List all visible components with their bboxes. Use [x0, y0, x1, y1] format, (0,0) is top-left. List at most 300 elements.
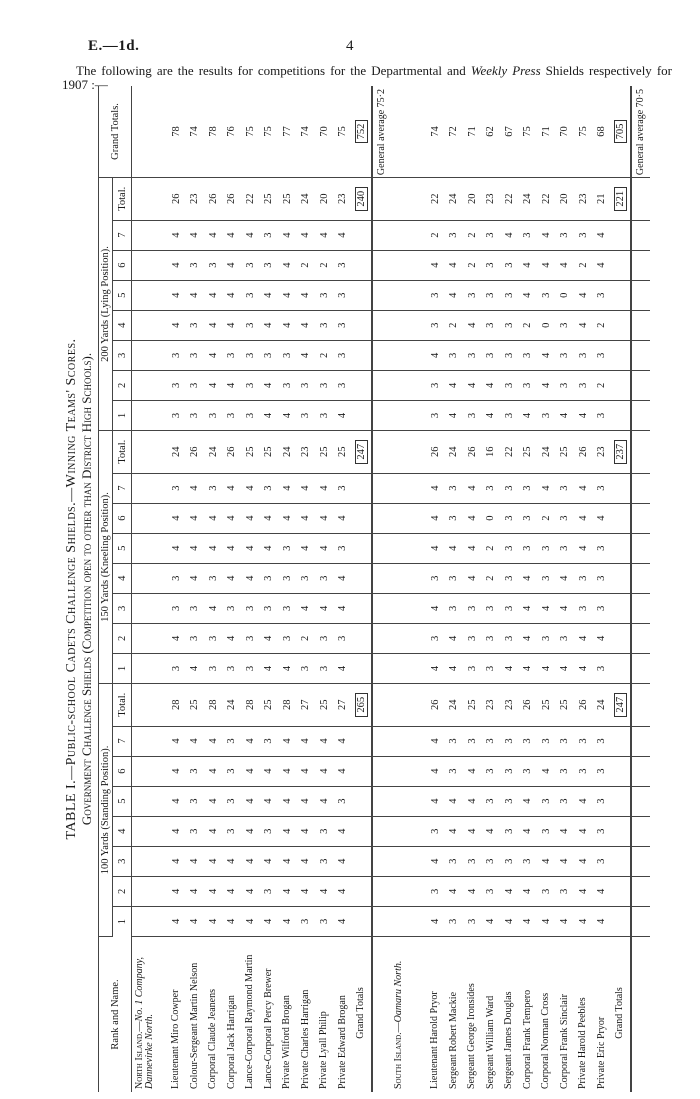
shot-score: 4: [204, 846, 223, 876]
blank-cell: [132, 503, 168, 533]
range-total: 24: [445, 177, 464, 220]
shot-score: 3: [278, 533, 297, 563]
blank-cell: [391, 906, 426, 936]
shot-score: 4: [223, 250, 242, 280]
shot-score: 4: [204, 503, 223, 533]
shot-score: 3: [445, 473, 464, 503]
shot-score: 4: [519, 280, 538, 310]
shot-score: 2: [297, 250, 316, 280]
shot-score: 4: [278, 220, 297, 250]
shot-score: 3: [482, 623, 501, 653]
intro-text: The following are the results for competitions for the Departmental and: [76, 63, 471, 78]
shot-score: 4: [334, 653, 353, 683]
shot-score: 4: [260, 533, 279, 563]
shot-score: 4: [241, 876, 260, 906]
blank-cell: [132, 370, 168, 400]
shot-score: 3: [574, 756, 593, 786]
shot-score: 3: [186, 400, 205, 430]
range-total: 23: [297, 430, 316, 473]
shot-score: 4: [574, 846, 593, 876]
shot-score: 3: [519, 340, 538, 370]
shot-score: 4: [167, 816, 186, 846]
shot-score: 3: [463, 340, 482, 370]
shot-score: 4: [167, 280, 186, 310]
shot-score: 4: [223, 846, 242, 876]
shot-score: 4: [278, 503, 297, 533]
blank-cell: [391, 400, 426, 430]
shot-score: 3: [241, 400, 260, 430]
shot-score: 3: [334, 250, 353, 280]
shot-score: 4: [260, 280, 279, 310]
shot-score: 4: [297, 310, 316, 340]
blank-cell: [372, 563, 392, 593]
blank-cell: [611, 310, 631, 340]
shot-score: 4: [537, 250, 556, 280]
range-total: 23: [334, 177, 353, 220]
shot-score: 3: [556, 370, 575, 400]
blank-cell: [352, 310, 372, 340]
shot-score: 3: [297, 906, 316, 936]
shot-score: 3: [445, 846, 464, 876]
blank-cell: [391, 653, 426, 683]
range-total: 25: [241, 430, 260, 473]
range-total: 28: [278, 683, 297, 726]
blank-cell: [372, 177, 392, 220]
blank-cell: [611, 653, 631, 683]
cadet-name: Corporal Norman Cross: [540, 992, 552, 1089]
shot-score: 4: [223, 473, 242, 503]
shot-score: 4: [445, 816, 464, 846]
blank-cell: [132, 593, 168, 623]
shot-score: 4: [297, 280, 316, 310]
shot-score: 4: [556, 653, 575, 683]
shot-score: 3: [204, 653, 223, 683]
blank-cell: [631, 653, 651, 683]
shot-score: 3: [519, 473, 538, 503]
shot-score: 3: [186, 250, 205, 280]
shot-score: 4: [167, 786, 186, 816]
col-shot-200-5: 5: [113, 280, 132, 310]
cadet-name: Lance-Corporal Percy Brewer: [262, 968, 274, 1089]
range-total: 26: [519, 683, 538, 726]
range-total: 25: [315, 683, 334, 726]
blank-cell: [391, 563, 426, 593]
blank-cell: [132, 683, 168, 726]
blank-cell: [132, 726, 168, 756]
shot-score: 3: [167, 400, 186, 430]
range-total: 25: [315, 430, 334, 473]
blank-cell: [352, 726, 372, 756]
shot-score: 3: [315, 653, 334, 683]
shot-score: 4: [574, 653, 593, 683]
blank-cell: [132, 86, 168, 177]
shot-score: 4: [278, 756, 297, 786]
range-grand-total: [611, 430, 631, 473]
grand-total: 78: [167, 86, 186, 177]
shot-score: 4: [445, 876, 464, 906]
shot-score: 4: [167, 503, 186, 533]
blank-cell: [352, 280, 372, 310]
shot-score: 3: [167, 593, 186, 623]
blank-cell: [132, 786, 168, 816]
shot-score: 3: [241, 370, 260, 400]
shot-score: 4: [260, 623, 279, 653]
shot-score: 3: [204, 250, 223, 280]
shot-score: 3: [537, 726, 556, 756]
blank-cell: [631, 533, 651, 563]
blank-cell: [391, 756, 426, 786]
shot-score: 3: [241, 623, 260, 653]
range-total: 25: [556, 430, 575, 473]
shot-score: 3: [482, 310, 501, 340]
shot-score: 4: [223, 370, 242, 400]
shot-score: 4: [519, 623, 538, 653]
blank-cell: [132, 846, 168, 876]
shot-score: 4: [241, 726, 260, 756]
shot-score: 4: [315, 876, 334, 906]
shot-score: 3: [315, 370, 334, 400]
col-shot-100-6: 6: [113, 756, 132, 786]
shot-score: 3: [334, 280, 353, 310]
shot-score: 4: [167, 726, 186, 756]
shot-score: 3: [574, 220, 593, 250]
col-shot-200-7: 7: [113, 220, 132, 250]
blank-cell: [372, 340, 392, 370]
range-total: 20: [556, 177, 575, 220]
shot-score: 4: [297, 756, 316, 786]
shot-score: 4: [278, 280, 297, 310]
blank-cell: [132, 906, 168, 936]
shot-score: 2: [463, 250, 482, 280]
shot-score: 4: [204, 340, 223, 370]
blank-cell: [352, 563, 372, 593]
blank-cell: [391, 280, 426, 310]
shot-score: 3: [186, 310, 205, 340]
range-total: 23: [482, 177, 501, 220]
shot-score: 3: [593, 756, 612, 786]
north-grand-totals-row: [352, 86, 372, 1092]
cadet-name: Private Wilford Brogan: [281, 995, 293, 1089]
blank-cell: [372, 473, 392, 503]
shot-score: 3: [500, 756, 519, 786]
shot-score: 4: [278, 250, 297, 280]
shot-score: 3: [167, 370, 186, 400]
shot-score: 4: [556, 846, 575, 876]
shot-score: 4: [519, 876, 538, 906]
shot-score: 4: [334, 816, 353, 846]
shot-score: 3: [260, 593, 279, 623]
range-total: 22: [500, 430, 519, 473]
shot-score: 4: [426, 756, 445, 786]
shot-score: 3: [463, 280, 482, 310]
shot-score: 4: [241, 846, 260, 876]
col-shot-200-3: 3: [113, 340, 132, 370]
shot-score: 4: [537, 340, 556, 370]
blank-cell: [631, 623, 651, 653]
blank-cell: [631, 370, 651, 400]
shot-score: 3: [593, 280, 612, 310]
north-heading-label: North Island.—: [134, 1021, 145, 1089]
blank-cell: [391, 370, 426, 400]
col-total-100: Total.: [113, 683, 132, 726]
shot-score: 4: [223, 220, 242, 250]
blank-cell: [372, 653, 392, 683]
blank-cell: [352, 876, 372, 906]
range-total: 23: [482, 683, 501, 726]
shot-score: 3: [556, 786, 575, 816]
shot-score: 4: [204, 786, 223, 816]
blank-cell: [132, 280, 168, 310]
shot-score: 3: [260, 473, 279, 503]
shot-score: 4: [334, 906, 353, 936]
range-total: 26: [574, 430, 593, 473]
shot-score: 3: [537, 400, 556, 430]
blank-cell: [132, 876, 168, 906]
blank-cell: [132, 533, 168, 563]
shot-score: 3: [593, 473, 612, 503]
range-total: 25: [260, 177, 279, 220]
north-heading-unit: No. 1 Company, Dannevirke North.: [134, 957, 155, 1089]
shot-score: 3: [574, 726, 593, 756]
range-total: 27: [297, 683, 316, 726]
blank-cell: [611, 503, 631, 533]
shot-score: 3: [334, 623, 353, 653]
shot-score: 4: [204, 220, 223, 250]
shot-score: 3: [204, 473, 223, 503]
shot-score: 4: [574, 533, 593, 563]
range-total: 25: [186, 683, 205, 726]
table-subtitle: Government Challenge Shields (Competition open to other than District High Schools).: [79, 352, 94, 826]
range-total: 25: [519, 430, 538, 473]
shot-score: 3: [593, 816, 612, 846]
shot-score: 3: [482, 340, 501, 370]
blank-cell: [631, 473, 651, 503]
shot-score: 4: [223, 623, 242, 653]
shot-score: 4: [426, 726, 445, 756]
shot-score: 3: [241, 280, 260, 310]
blank-cell: [631, 220, 651, 250]
shot-score: 3: [537, 623, 556, 653]
shot-score: 3: [593, 340, 612, 370]
grand-total: 74: [297, 86, 316, 177]
shot-score: 4: [223, 906, 242, 936]
shot-score: 3: [426, 370, 445, 400]
blank-cell: [372, 280, 392, 310]
grand-totals-label: Grand Totals: [611, 936, 631, 1092]
shot-score: 4: [223, 563, 242, 593]
shot-score: 4: [167, 906, 186, 936]
col-shot-200-6: 6: [113, 250, 132, 280]
shot-score: 3: [537, 280, 556, 310]
shot-score: 4: [315, 726, 334, 756]
table-row: [537, 86, 556, 1092]
shot-score: 3: [223, 593, 242, 623]
shot-score: 3: [537, 563, 556, 593]
shot-score: 3: [186, 816, 205, 846]
shot-score: 4: [260, 400, 279, 430]
blank-cell: [352, 400, 372, 430]
blank-cell: [611, 756, 631, 786]
blank-cell: [132, 220, 168, 250]
range-total: 23: [574, 177, 593, 220]
shot-score: 4: [537, 473, 556, 503]
shot-score: 3: [537, 876, 556, 906]
shot-score: 3: [482, 280, 501, 310]
shot-score: 4: [537, 846, 556, 876]
intro-italic: Weekly Press: [470, 63, 541, 78]
cadet-name: Private Lyall Philip: [318, 1011, 330, 1089]
shot-score: 4: [593, 906, 612, 936]
shot-score: 2: [537, 503, 556, 533]
shot-score: 4: [297, 816, 316, 846]
blank-cell: [352, 250, 372, 280]
shot-score: 3: [500, 786, 519, 816]
shot-score: 3: [556, 310, 575, 340]
shot-score: 3: [426, 876, 445, 906]
shot-score: 3: [556, 726, 575, 756]
shot-score: 3: [297, 370, 316, 400]
shot-score: 4: [204, 726, 223, 756]
shot-score: 4: [463, 370, 482, 400]
table-row: [260, 86, 279, 1092]
blank-cell: [372, 533, 392, 563]
shot-score: 4: [426, 846, 445, 876]
shot-score: 3: [223, 400, 242, 430]
blank-cell: [391, 726, 426, 756]
shot-score: 3: [482, 220, 501, 250]
shot-score: 4: [574, 473, 593, 503]
shot-score: 3: [334, 310, 353, 340]
blank-cell: [132, 756, 168, 786]
blank-cell: [372, 816, 392, 846]
shot-score: 0: [482, 503, 501, 533]
blank-cell: [352, 846, 372, 876]
blank-cell: [372, 430, 392, 473]
shot-score: 3: [556, 876, 575, 906]
grand-total: 75: [574, 86, 593, 177]
boxed-grand-total: 752: [355, 120, 368, 144]
blank-cell: [372, 936, 392, 1092]
shot-score: 4: [519, 653, 538, 683]
shot-score: 4: [574, 623, 593, 653]
cadet-name: Corporal Frank Tempero: [521, 989, 533, 1089]
shot-score: 3: [593, 653, 612, 683]
shot-score: 4: [463, 786, 482, 816]
blank-cell: [372, 370, 392, 400]
shot-score: 4: [445, 653, 464, 683]
shot-score: 3: [556, 473, 575, 503]
table-row: [315, 86, 334, 1092]
blank-cell: [391, 86, 426, 177]
blank-cell: [391, 623, 426, 653]
shot-score: 4: [334, 400, 353, 430]
shot-score: 3: [556, 503, 575, 533]
shot-score: 4: [537, 370, 556, 400]
range-grand-total: [352, 683, 372, 726]
shot-score: 4: [445, 623, 464, 653]
col-group-200: 200 Yards (Lying Position).: [99, 177, 113, 430]
shot-score: 3: [519, 846, 538, 876]
shot-score: 4: [574, 816, 593, 846]
shot-score: 4: [463, 876, 482, 906]
shot-score: 3: [204, 400, 223, 430]
shot-score: 3: [574, 593, 593, 623]
blank-cell: [391, 683, 426, 726]
shot-score: 4: [463, 816, 482, 846]
shot-score: 4: [426, 473, 445, 503]
shot-score: 4: [167, 310, 186, 340]
blank-cell: [352, 473, 372, 503]
blank-cell: [372, 756, 392, 786]
blank-cell: [391, 876, 426, 906]
blank-cell: [391, 220, 426, 250]
shot-score: 4: [223, 533, 242, 563]
col-shot-100-2: 2: [113, 876, 132, 906]
shot-score: 4: [241, 906, 260, 936]
shot-score: 4: [241, 533, 260, 563]
shot-score: 3: [574, 340, 593, 370]
shot-score: 3: [556, 220, 575, 250]
shot-score: 4: [500, 906, 519, 936]
shot-score: 4: [463, 473, 482, 503]
shot-score: 3: [500, 533, 519, 563]
shot-score: 4: [426, 503, 445, 533]
shot-score: 3: [260, 340, 279, 370]
shot-score: 3: [537, 816, 556, 846]
shot-score: 3: [223, 756, 242, 786]
shot-score: 4: [204, 756, 223, 786]
shot-score: 4: [426, 906, 445, 936]
range-grand-total: [611, 177, 631, 220]
shot-score: 3: [426, 280, 445, 310]
blank-cell: [611, 726, 631, 756]
shot-score: 4: [297, 503, 316, 533]
col-total-150: Total.: [113, 430, 132, 473]
table-row: [186, 86, 205, 1092]
shot-score: 3: [315, 846, 334, 876]
cadet-name: Sergeant James Douglas: [503, 991, 515, 1089]
shot-score: 3: [593, 846, 612, 876]
blank-cell: [631, 503, 651, 533]
shot-score: 3: [482, 653, 501, 683]
shot-score: 4: [278, 310, 297, 340]
shot-score: 4: [260, 906, 279, 936]
blank-cell: [132, 400, 168, 430]
north-average-row: [372, 86, 392, 1092]
shot-score: 4: [167, 846, 186, 876]
south-heading-unit: Oamaru North.: [393, 960, 404, 1023]
table-title: TABLE I.—Public-school Cadets Challenge Shields.—Winning Teams' Scores.: [64, 338, 79, 840]
shot-score: 3: [334, 473, 353, 503]
blank-cell: [631, 563, 651, 593]
table-row: [519, 86, 538, 1092]
blank-cell: [132, 177, 168, 220]
shot-score: 3: [445, 563, 464, 593]
shot-score: 4: [574, 503, 593, 533]
shot-score: 4: [482, 816, 501, 846]
shot-score: 4: [519, 250, 538, 280]
south-heading-label: South Island.—: [393, 1022, 404, 1089]
blank-cell: [372, 726, 392, 756]
shot-score: 3: [463, 623, 482, 653]
shot-score: 4: [482, 906, 501, 936]
blank-cell: [391, 177, 426, 220]
south-grand-totals-row: [611, 86, 631, 1092]
range-total: 28: [241, 683, 260, 726]
col-shot-150-4: 4: [113, 563, 132, 593]
range-total: 23: [186, 177, 205, 220]
shot-score: 4: [315, 533, 334, 563]
